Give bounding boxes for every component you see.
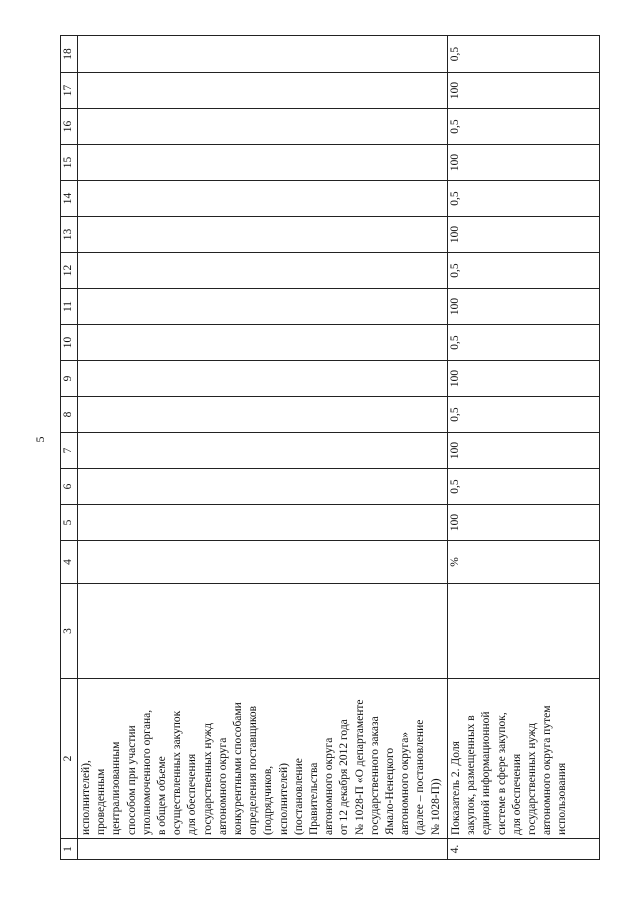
header-cell: 8 — [61, 397, 78, 433]
indicator-name-cell — [78, 679, 448, 839]
value-cell — [78, 145, 448, 181]
value-cell: 0,5 — [448, 181, 600, 217]
value-cell: 100 — [448, 289, 600, 325]
value-cell: 0,5 — [448, 109, 600, 145]
row-number — [78, 839, 448, 860]
rotated-page-content — [60, 40, 600, 860]
value-cell: 0,5 — [448, 253, 600, 289]
unit-cell — [78, 541, 448, 584]
value-cell: 0,5 — [448, 397, 600, 433]
indicator-name-text: исполнителей), проведенным централизованным способом при участии уполномоченного органа, в общем объеме осуществленных закупок для обеспечения государственных нужд автономного округа конкурентными способами определения поставщиков (подрядчиков, исполнителей) (постановление Правительства автономного округа от 12 декабря 2012 года № 1028-П «О департаменте государственного заказа Ямало-Ненецкого автономного округа» (далее – постановление № 1028-П)) — [80, 699, 442, 835]
table-row — [448, 36, 600, 860]
row-number: 4. — [448, 839, 600, 860]
value-cell: 100 — [448, 361, 600, 397]
value-cell — [78, 325, 448, 361]
indicators-table — [60, 35, 600, 860]
unit-cell: % — [448, 541, 600, 584]
value-cell — [78, 433, 448, 469]
column-3-cell — [78, 584, 448, 679]
header-cell: 17 — [61, 73, 78, 109]
header-cell: 9 — [61, 361, 78, 397]
value-cell — [78, 36, 448, 73]
value-cell — [78, 73, 448, 109]
value-cell — [78, 217, 448, 253]
table-row — [78, 36, 448, 860]
value-cell: 100 — [448, 217, 600, 253]
column-3-cell — [448, 584, 600, 679]
value-cell: 100 — [448, 145, 600, 181]
header-cell: 2 — [61, 679, 78, 839]
value-cell: 100 — [448, 73, 600, 109]
value-cell: 100 — [448, 433, 600, 469]
indicator-name-text: Показатель 2. Доля закупок, размещенных в единой информационной системе в сфере закупок, для обеспечения государственных нужд автономного округа путем использования — [450, 705, 569, 835]
header-cell: 4 — [61, 541, 78, 584]
value-cell: 0,5 — [448, 469, 600, 505]
header-cell: 3 — [61, 584, 78, 679]
header-cell: 5 — [61, 505, 78, 541]
value-cell: 0,5 — [448, 36, 600, 73]
indicator-name-cell — [448, 679, 600, 839]
value-cell — [78, 289, 448, 325]
value-cell — [78, 253, 448, 289]
header-cell: 14 — [61, 181, 78, 217]
header-cell: 15 — [61, 145, 78, 181]
value-cell — [78, 109, 448, 145]
value-cell — [78, 397, 448, 433]
page-number: 5 — [33, 436, 47, 443]
header-row — [61, 36, 78, 860]
header-cell: 1 — [61, 839, 78, 860]
header-cell: 18 — [61, 36, 78, 73]
header-cell: 16 — [61, 109, 78, 145]
value-cell — [78, 469, 448, 505]
value-cell — [78, 361, 448, 397]
header-cell: 11 — [61, 289, 78, 325]
header-cell: 10 — [61, 325, 78, 361]
value-cell — [78, 181, 448, 217]
value-cell: 0,5 — [448, 325, 600, 361]
header-cell: 7 — [61, 433, 78, 469]
value-cell: 100 — [448, 505, 600, 541]
header-cell: 13 — [61, 217, 78, 253]
header-cell: 12 — [61, 253, 78, 289]
value-cell — [78, 505, 448, 541]
header-cell: 6 — [61, 469, 78, 505]
